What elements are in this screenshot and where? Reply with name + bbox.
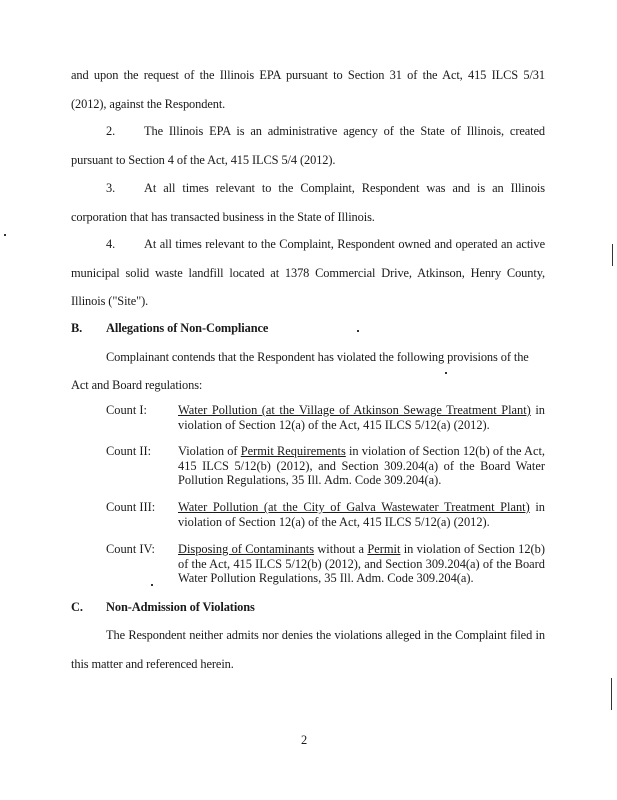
count-3-label: Count III: — [106, 500, 156, 514]
count-2-label: Count II: — [106, 444, 152, 458]
count-4-line-3: Water Pollution Regulations, 35 Ill. Adm. Code 309.204(a). — [178, 571, 474, 585]
count-1-line-1 — [178, 403, 545, 418]
count-2-line-1 — [178, 444, 545, 459]
intro-line-1: and upon the request of the Illinois EPA pursuant to Section 31 of the Act, 415 ILCS 5/31 — [71, 68, 545, 82]
paragraph-4-line-2: municipal solid waste landfill located at 1378 Commercial Drive, Atkinson, Henry County, — [71, 266, 545, 280]
count-2-line-1-tail: in violation of Section 12(b) of the Act, — [345, 444, 546, 458]
count-4-heading: Disposing of Contaminants — [178, 542, 315, 556]
section-b-intro-line-1: Complainant contends that the Respondent has violated the following provisions of the — [106, 350, 529, 364]
paragraph-4-first-line: At all times relevant to the Complaint, Respondent owned and operated an active — [144, 237, 545, 251]
count-2-line-1-lead: Violation of — [178, 444, 241, 458]
scan-speck — [445, 372, 447, 374]
scan-speck — [151, 584, 153, 586]
intro-line-2: (2012), against the Respondent. — [71, 97, 226, 111]
count-4-label: Count IV: — [106, 542, 155, 556]
paragraph-3-first-line: At all times relevant to the Complaint, Respondent was and is an Illinois — [144, 181, 545, 195]
paragraph-2-line-2: pursuant to Section 4 of the Act, 415 ILCS 5/4 (2012). — [71, 153, 336, 167]
section-c-body-line-1: The Respondent neither admits nor denies the violations alleged in the Complaint filed in — [106, 628, 545, 642]
section-c-letter: C. — [71, 600, 83, 614]
count-4-text — [178, 542, 545, 586]
count-4-line-2: of the Act, 415 ILCS 5/12(b) (2012), and Section 309.204(a) of the Board — [178, 556, 545, 571]
section-b-intro-line-2: Act and Board regulations: — [71, 378, 203, 392]
count-3-text — [178, 500, 545, 529]
count-1-label: Count I: — [106, 403, 147, 417]
count-3-line-1 — [178, 500, 545, 515]
count-3-line-2: violation of Section 12(a) of the Act, 415 ILCS 5/12(a) (2012). — [178, 514, 490, 529]
page-number: 2 — [301, 733, 308, 747]
section-c-title: Non-Admission of Violations — [106, 600, 255, 614]
count-2-heading: Permit Requirements — [240, 444, 346, 458]
paragraph-3-line-2: corporation that has transacted business in the State of Illinois. — [71, 210, 375, 224]
paragraph-4-line-3: Illinois ("Site"). — [71, 294, 149, 308]
count-4-permit: Permit — [367, 542, 401, 556]
count-1-text — [178, 403, 545, 432]
scan-mark — [612, 244, 613, 266]
paragraph-2-number: 2. — [106, 124, 116, 138]
paragraph-3-number: 3. — [106, 181, 116, 195]
count-1-heading: Water Pollution (at the Village of Atkinson Sewage Treatment Plant) — [178, 403, 531, 417]
scan-speck — [4, 234, 6, 236]
count-1-line-2: violation of Section 12(a) of the Act, 415 ILCS 5/12(a) (2012). — [178, 417, 490, 432]
paragraph-2-first-line: The Illinois EPA is an administrative agency of the State of Illinois, created — [144, 124, 545, 138]
count-3-line-1-tail: in — [529, 500, 545, 514]
scan-speck — [357, 330, 359, 332]
count-3-heading: Water Pollution (at the City of Galva Wastewater Treatment Plant) — [178, 500, 530, 514]
paragraph-4-number: 4. — [106, 237, 116, 251]
section-b-letter: B. — [71, 321, 83, 335]
count-2-line-2: 415 ILCS 5/12(b) (2012), and Section 309.204(a) of the Board Water — [178, 458, 545, 473]
count-1-line-1-tail: in — [530, 403, 545, 417]
count-2-text — [178, 444, 545, 488]
section-b-title: Allegations of Non-Compliance — [106, 321, 269, 335]
count-4-line-1 — [178, 542, 545, 557]
count-4-line-1-tail: in violation of Section 12(b) — [400, 542, 545, 556]
section-c-body-line-2: this matter and referenced herein. — [71, 657, 234, 671]
count-4-line-1-mid: without a — [314, 542, 368, 556]
count-2-line-3: Pollution Regulations, 35 Ill. Adm. Code 309.204(a). — [178, 473, 442, 487]
scan-mark — [611, 678, 612, 710]
